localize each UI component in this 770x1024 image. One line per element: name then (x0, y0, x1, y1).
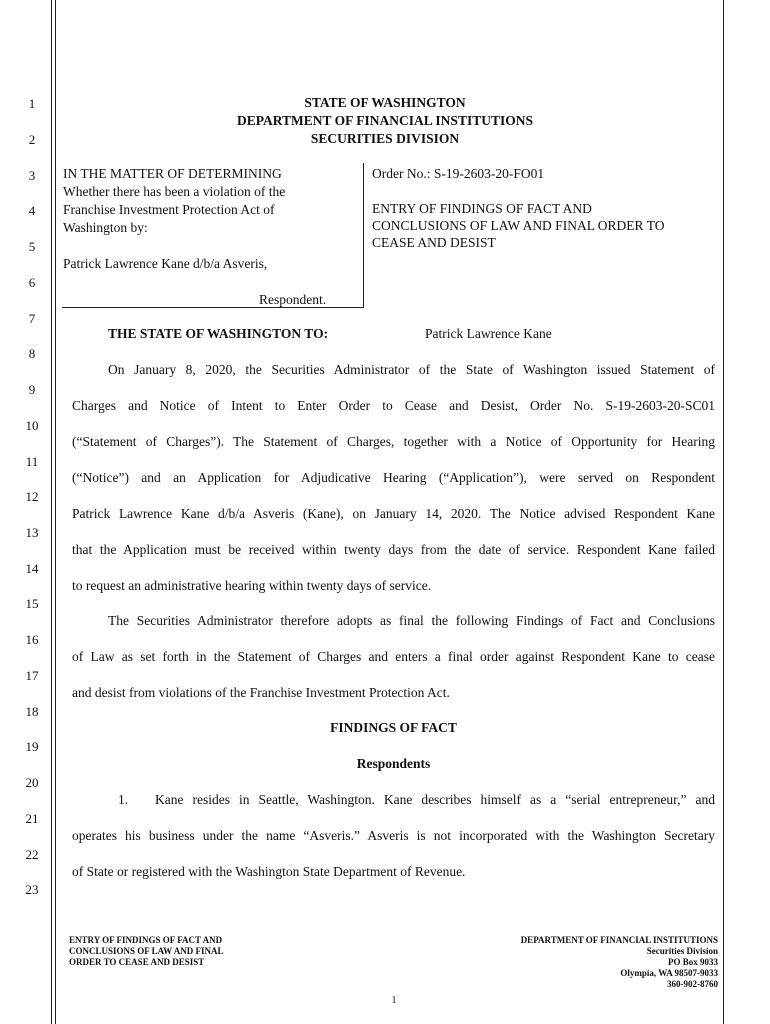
caption-order-title: ENTRY OF FINDINGS OF FACT AND (372, 201, 592, 216)
paragraph-line: (“Notice”) and an Application for Adjudicative Hearing (“Application”), were served on Respondent (72, 470, 715, 485)
footer-address-line: DEPARTMENT OF FINANCIAL INSTITUTIONS (520, 935, 718, 945)
caption-order-title: CONCLUSIONS OF LAW AND FINAL ORDER TO (372, 218, 665, 233)
caption-matter-line: Washington by: (63, 220, 148, 235)
margin-rule-left-inner (55, 0, 56, 1024)
caption-order-title: CEASE AND DESIST (372, 235, 496, 250)
paragraph-line: (“Statement of Charges”). The Statement of Charges, together with a Notice of Opportunity for Hearing (72, 434, 715, 449)
caption-order-number: Order No.: S-19-2603-20-FO01 (372, 166, 545, 181)
line-number: 14 (25, 561, 39, 576)
footer-address-line: Olympia, WA 98507-9033 (620, 968, 718, 978)
margin-rule-left-outer (51, 0, 52, 1024)
line-number: 20 (25, 775, 39, 790)
caption-matter-line: Franchise Investment Protection Act of (63, 202, 275, 217)
caption-divider-horizontal (62, 307, 364, 308)
page-number: 1 (391, 995, 397, 1006)
line-number: 15 (25, 596, 39, 611)
line-number: 1 (28, 96, 36, 111)
footer-address-line: 360-902-8760 (667, 979, 718, 989)
line-number: 4 (28, 203, 36, 218)
caption-divider-vertical (363, 163, 364, 308)
paragraph-line: of State or registered with the Washington State Department of Revenue. (72, 864, 466, 879)
line-number: 23 (25, 882, 39, 897)
line-number: 22 (25, 847, 39, 862)
caption-party-name: Patrick Lawrence Kane d/b/a Asveris, (63, 256, 268, 271)
caption-matter-line: IN THE MATTER OF DETERMINING (63, 166, 282, 181)
paragraph-line: of Law as set forth in the Statement of Charges and enters a final order against Respondent Kane to cease (72, 649, 715, 664)
paragraph-line: Kane resides in Seattle, Washington. Kane describes himself as a “serial entrepreneur,” and (155, 792, 715, 807)
paragraph-line: that the Application must be received within twenty days from the date of service. Respondent Kane failed (72, 542, 715, 557)
paragraph-line: Patrick Lawrence Kane d/b/a Asveris (Kane), on January 14, 2020. The Notice advised Respondent Kane (72, 506, 715, 521)
paragraph-line: to request an administrative hearing within twenty days of service. (72, 578, 432, 593)
footer-agency-address (440, 935, 718, 990)
paragraph-line: and desist from violations of the Franchise Investment Protection Act. (72, 685, 450, 700)
sub-heading-respondents: Respondents (356, 756, 431, 771)
footer-document-title (69, 935, 224, 968)
line-number: 16 (25, 632, 39, 647)
addressee-name: Patrick Lawrence Kane (425, 326, 552, 341)
line-number: 10 (25, 418, 39, 433)
margin-rule-right (723, 0, 724, 1024)
header-division: SECURITIES DIVISION (310, 131, 460, 146)
footer-title-line: ENTRY OF FINDINGS OF FACT AND (69, 935, 223, 945)
section-heading-findings: FINDINGS OF FACT (330, 720, 457, 735)
line-number: 17 (25, 668, 39, 683)
caption-matter-line: Whether there has been a violation of the (63, 184, 286, 199)
footer-title-line: CONCLUSIONS OF LAW AND FINAL (69, 946, 224, 956)
line-number: 6 (28, 275, 36, 290)
line-number: 8 (28, 346, 36, 361)
paragraph-line: The Securities Administrator therefore adopts as final the following Findings of Fact and Conclusions (108, 613, 715, 628)
footer-address-line: Securities Division (646, 946, 718, 956)
line-number: 3 (28, 168, 36, 183)
line-number: 13 (25, 525, 39, 540)
caption-respondent-label: Respondent. (259, 292, 327, 307)
finding-number: 1. (118, 792, 129, 807)
line-number: 5 (28, 239, 36, 254)
footer-address-line: PO Box 9033 (667, 957, 718, 967)
paragraph-line: operates his business under the name “Asveris.” Asveris is not incorporated with the Washington Secretary (72, 828, 715, 843)
line-number: 9 (28, 382, 36, 397)
line-number: 12 (25, 489, 39, 504)
line-number: 18 (25, 704, 39, 719)
paragraph-line: Charges and Notice of Intent to Enter Order to Cease and Desist, Order No. S-19-2603-20-SC01 (72, 398, 715, 413)
line-number: 11 (25, 454, 39, 469)
line-number: 7 (28, 311, 36, 326)
line-number: 2 (28, 132, 36, 147)
paragraph-line: On January 8, 2020, the Securities Administrator of the State of Washington issued Statement of (108, 362, 715, 377)
addressee-label: THE STATE OF WASHINGTON TO: (108, 326, 329, 341)
header-state: STATE OF WASHINGTON (304, 95, 466, 110)
header-department: DEPARTMENT OF FINANCIAL INSTITUTIONS (237, 113, 533, 128)
line-number: 21 (25, 811, 39, 826)
line-number: 19 (25, 739, 39, 754)
footer-title-line: ORDER TO CEASE AND DESIST (69, 957, 205, 967)
